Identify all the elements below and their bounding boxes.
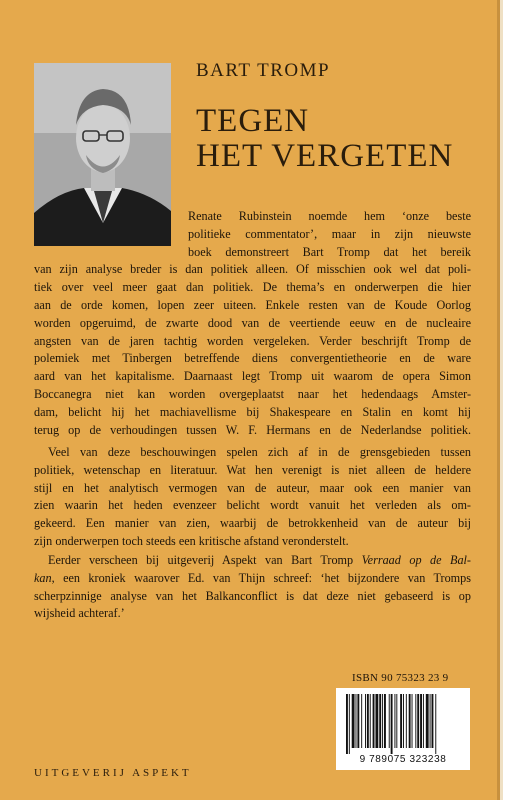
title-line: TEGEN <box>196 103 310 139</box>
barcode-bar <box>409 694 411 748</box>
barcode-bar <box>420 694 422 748</box>
blurb-paragraph-1 <box>34 208 471 439</box>
barcode <box>336 688 470 770</box>
book-title <box>196 104 453 174</box>
blurb-line: politiek, wetenschap en literatuur. Wat hen verenigt is niet alleen de heldere <box>34 462 471 477</box>
blurb-line: Boccanegra niet kan worden overgeplaatst naar het hedendaags Amster- <box>34 386 471 401</box>
blurb-line: wijsheid achteraf.’ <box>34 606 125 621</box>
isbn-label: ISBN 90 75323 23 9 <box>352 672 449 684</box>
blurb-line: Renate Rubinstein noemde hem ‘onze beste <box>188 209 471 223</box>
barcode-bar <box>352 694 355 748</box>
blurb-line: boek demonstreert Bart Tromp dat het bereik <box>188 244 471 259</box>
barcode-bar <box>400 694 402 748</box>
blurb-line: zijn onderwerpen toch steeds een kritische afstand veronderstelt. <box>34 533 349 548</box>
blurb-line: polemiek met Tinbergen betreffende diens convergentietheorie en de ware <box>34 351 471 366</box>
blurb-line: stijl en het analytisch vermogen van de auteur, maar ook een manier van <box>34 480 471 495</box>
barcode-bar <box>384 694 386 748</box>
author-name: BART TROMP <box>196 60 331 81</box>
blurb-line: Eerder verscheen bij uitgeverij Aspekt van Bart Tromp Verraad op de Bal- <box>48 553 471 567</box>
publisher-name: UITGEVERIJ ASPEKT <box>34 767 192 779</box>
barcode-bar <box>346 694 348 754</box>
barcode-bar <box>357 694 359 748</box>
barcode-bar <box>367 694 369 748</box>
blurb-line: aan de orde komen, lopen zeer uiteen. Enkele resten van de Koude Oorlog <box>34 297 471 312</box>
blurb-line: politieke commentator’, maar in zijn nieuwste <box>188 226 471 241</box>
blurb-line: gekeerd. Een manier van zien, waarbij de betrokkenheid van de auteur bij <box>34 516 471 531</box>
blurb-line: kan, een kroniek waarover Ed. van Thijn schreef: ‘het bijzondere van Tromps <box>34 570 471 585</box>
barcode-bar <box>365 694 366 748</box>
blurb-line: worden opgeruimd, de zwarte dood van de veertiende eeuw en de nucleaire <box>34 315 471 330</box>
barcode-icon <box>344 694 462 754</box>
barcode-bar <box>361 694 362 748</box>
barcode-bar <box>423 694 424 748</box>
barcode-bar <box>379 694 381 748</box>
barcode-bar <box>432 694 434 748</box>
barcode-bar <box>394 694 395 748</box>
barcode-bar <box>391 694 393 754</box>
barcode-bar <box>426 694 429 748</box>
barcode-bar <box>370 694 371 748</box>
barcode-bar <box>435 694 436 754</box>
blurb-paragraph-2 <box>34 444 471 551</box>
blurb-paragraph-3 <box>34 552 471 623</box>
barcode-bar <box>375 694 378 748</box>
barcode-bar <box>403 694 404 748</box>
barcode-bar <box>349 694 350 754</box>
blurb-line: zien waarin het heden evenzeer belicht wordt vanuit het verleden als om- <box>34 498 471 513</box>
barcode-bar <box>406 694 407 748</box>
blurb-line: terug op de verhoudingen tussen W. F. Hermans en de Nederlandse politiek. <box>34 422 471 437</box>
barcode-digits: 9 789075 323238 <box>359 754 447 765</box>
barcode-bar <box>396 694 397 748</box>
blurb-line: tiek over veel meer gaat dan politiek. De thema’s en onderwerpen die hier <box>34 280 471 295</box>
blurb-line: scherpzinnige analyse van het Balkanconflict is dat deze niet gebaseerd is op <box>34 588 471 603</box>
barcode-bar <box>417 694 419 748</box>
barcode-bar <box>382 694 383 748</box>
title-line: HET VERGETEN <box>196 138 454 174</box>
barcode-bar <box>415 694 416 748</box>
blurb-line: aard van het kapitalisme. Daarnaast legt Tromp uit waarom de opera Simon <box>34 369 471 384</box>
blurb-line: Veel van deze beschouwingen spelen zich af in de grensgebieden tussen <box>48 445 471 459</box>
barcode-bar <box>412 694 413 748</box>
barcode-bar <box>430 694 431 748</box>
blurb-line: angsten van de jaren tachtig worden vergeleken. Verder beschrijft Tromp de <box>34 333 471 348</box>
barcode-bar <box>356 694 357 748</box>
blurb-line: dam, belicht hij het machiavellisme bij Shakespeare en Stalin en komt hij <box>34 404 471 419</box>
barcode-bar <box>373 694 375 748</box>
blurb-line: van zijn analyse breder is dan politiek alleen. Of misschien ook wel dat poli- <box>34 262 471 277</box>
barcode-bar <box>389 694 390 748</box>
